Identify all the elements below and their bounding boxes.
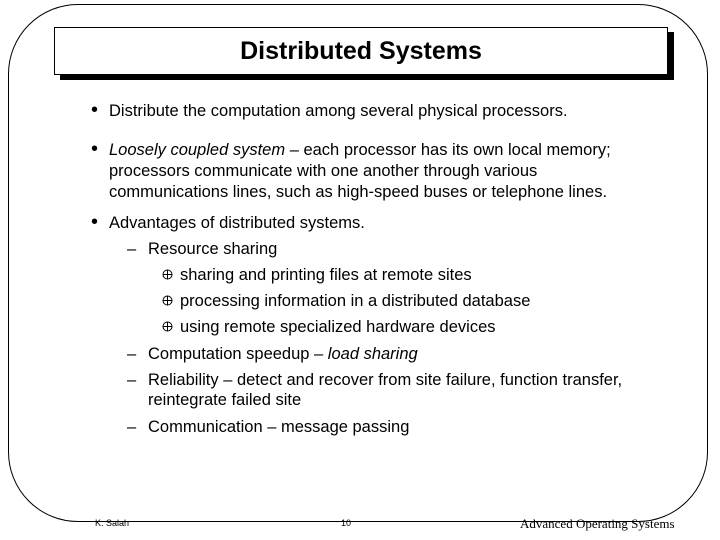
bullet-2-line-1 — [109, 140, 611, 160]
bullet-icon: • — [91, 138, 99, 160]
asterisk-bullet-icon — [162, 269, 173, 280]
resource-item: sharing and printing files at remote sites — [180, 266, 472, 284]
bullet-icon: • — [91, 211, 99, 233]
bullet-2-italic-term: Loosely coupled system — [109, 141, 286, 159]
resource-item: processing information in a distributed database — [180, 292, 531, 310]
bullet-2-line-2: processors communicate with one another through various — [109, 162, 538, 180]
asterisk-bullet-icon — [162, 295, 173, 306]
slide-title: Distributed Systems — [240, 36, 482, 65]
slide-frame — [8, 4, 708, 522]
footer-author: K. Salah — [95, 518, 130, 528]
sub-item-reliability-line-2: reintegrate failed site — [148, 391, 302, 409]
bullet-2-line-3: communications lines, such as high-speed buses or telephone lines. — [109, 183, 608, 201]
sub-item-communication: Communication – message passing — [148, 418, 410, 436]
sub-item-computation-speedup — [148, 344, 418, 364]
sub-item-reliability-line-1: Reliability – detect and recover from site failure, function transfer, — [148, 371, 623, 389]
dash-icon: – — [127, 371, 137, 389]
bullet-icon: • — [91, 99, 99, 121]
resource-item: using remote specialized hardware devices — [180, 318, 496, 336]
asterisk-bullet-icon — [162, 321, 173, 332]
dash-icon: – — [127, 345, 137, 363]
bullet-2-lead-rest: – each processor has its own local memory; — [285, 141, 611, 159]
speedup-italic: load sharing — [327, 345, 418, 363]
title-box — [54, 27, 668, 75]
bullet-3-text: Advantages of distributed systems. — [109, 214, 365, 232]
sub-item-resource-sharing: Resource sharing — [148, 240, 278, 258]
footer-page-number: 10 — [341, 518, 352, 528]
footer-course: Advanced Operating Systems — [520, 516, 675, 531]
bullet-1-text: Distribute the computation among several physical processors. — [109, 102, 568, 120]
dash-icon: – — [127, 240, 137, 258]
dash-icon: – — [127, 418, 137, 436]
speedup-text: Computation speedup – — [148, 345, 328, 363]
